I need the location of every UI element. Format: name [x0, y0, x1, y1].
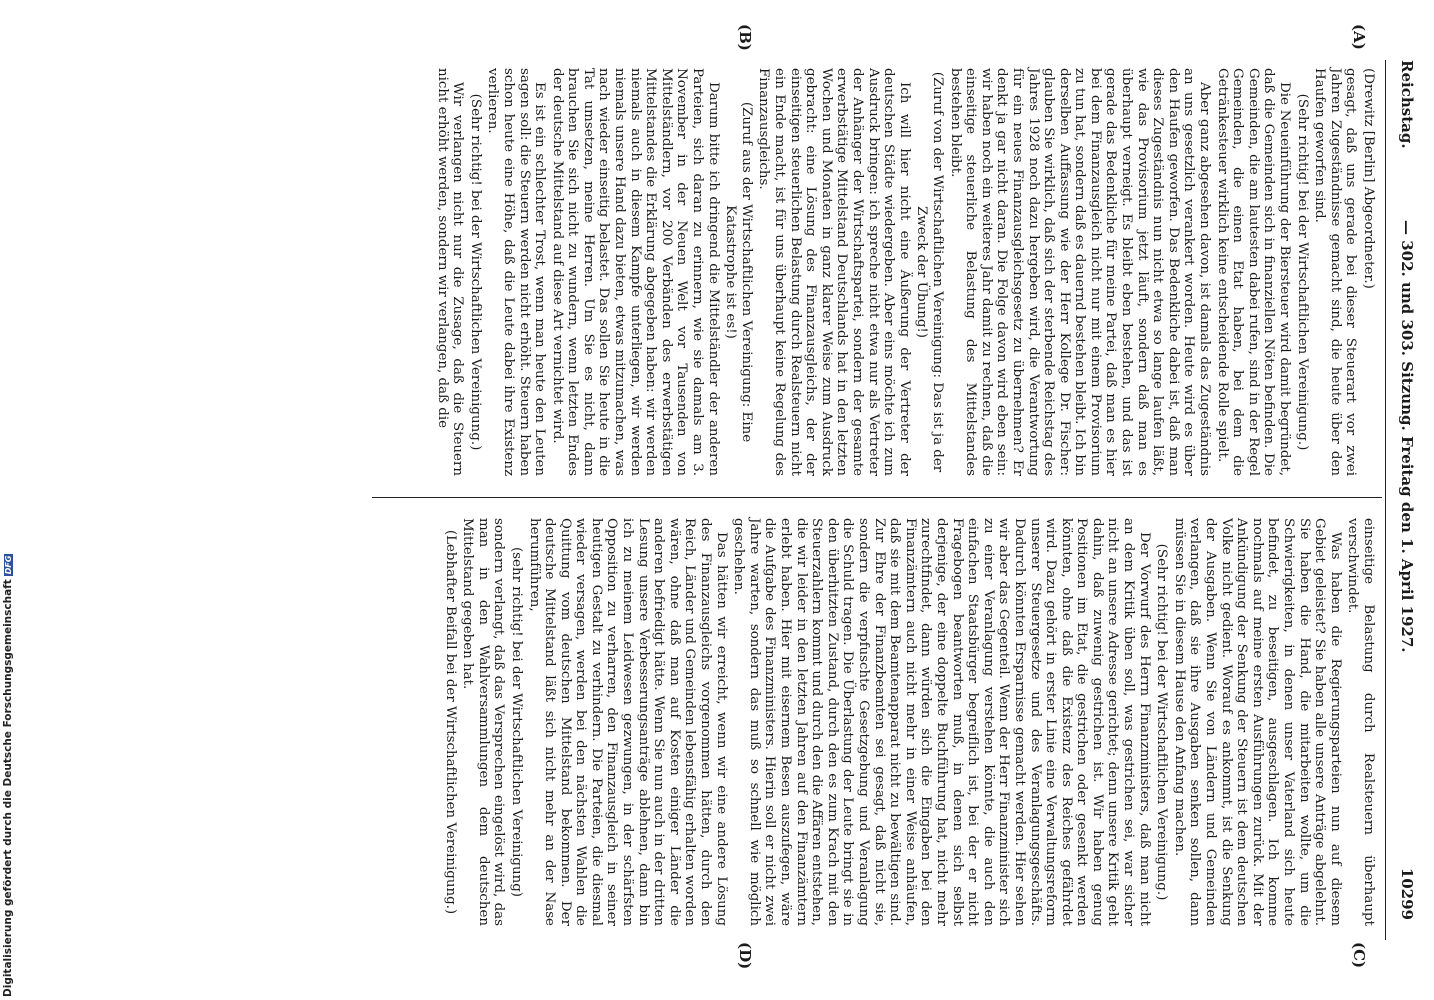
paragraph: Der Vorwurf des Herrn Finanzministers, daß man nicht an dem Kritik üben soll, was gestrichen sei, war sicher nicht an unsere Adresse gerichtet; denn unsere Kritik geht dahin, daß zuwenig gestrichen ist. Wir haben genug Positionen im Etat, die gestrichen oder gesenkt werden könnten, ohne daß die Existenz des Reiches gefährdet wird. Dazu gehört in erster Linie eine Verwaltungsreform unserer Steuergesetze und des Veranlagungsgeschäfts. Dadurch könnten Ersparnisse gemacht werden. Hier sehen wir aber das Gegenteil. Wenn der Herr Finanzminister sich zu einer Veranlagung verstehen könnte, die auch den einfachen Staatsbürger begreiflich ist, bei der er nicht Fragebogen beantworten muß, in denen sich selbst derjenige, der eine doppelte Buchführung hat, nicht mehr zurechtfindet, dann würden sich die Eingaben bei den Finanzämtern auch nicht mehr in einer Weise anhäufen, daß sie mit dem Beamtenapparat nicht zu bewältigen sind. Zur Ehre der Finanzbeamten sei gesagt, daß nicht sie, sondern die verpfuschte Gesetzgebung und Veranlagung die Schuld tragen. Die Überlastung der Leute bringt sie in den überhitzten Zustand, durch den es zum Krach mit den Steuerzahlern kommt und durch den die Affären entstehen, die wir leider in den letzten Jahren auf den Finanzämtern erlebt haben. Hier mit eisernem Besen auszufegen, wäre die Aufgabe des Finanzministers. Hierin soll er nicht zwei Jahre warten, sondern das muß so schnell wie möglich geschehen. [731, 518, 1152, 926]
header-center: — 302. und 303. Sitzung. Freitag den 1. April 1927. [1398, 220, 1416, 653]
interjection: (Sehr richtig! bei der Wirtschaftlichen Vereinigung.) [1294, 93, 1310, 451]
paragraph: gesagt, daß uns gerade bei dieser Steuerart vor zwei Jahren Zugeständnisse gemacht sind, die heute über den Haufen geworfen sind. [1312, 68, 1359, 476]
paragraph: Aber ganz abgesehen davon, ist damals das Zugeständnis an uns gesetzlich verankert worden. Heute wird es über den Haufen geworfen. Das Bedenkliche dabei ist, daß man dieses Zugeständnis nun nicht etwa so lange laufen läßt, wie das Provisorium jetzt läuft, sondern daß man es überhaupt verneigt. Es bleibt eben bestehen, und das ist gerade das Bedenkliche für meine Partei, daß man es hier bei dem Finanzausgleich nicht nur mit einem Provisorium zu tun hat, sondern daß es dauernd bestehen bleibt. Ich bin derselben Auffassung wie der Herr Kollege Dr. Fischer: glauben Sie wirklich, daß sich der sterbende Reichstag des Jahres 1928 noch dazu hergeben wird, die Verantwortung für ein neues Finanzausgleichsgesetz zu übernehmen? Er denkt ja gar nicht daran. Die Folge davon wird eben sein: wir haben noch ein weiteres Jahr damit zu rechnen, daß die einseitige steuerliche Belastung des Mittelstandes bestehen bleibt. [947, 68, 1213, 476]
interjection: (Sehr richtig! bei der Wirtschaftlichen Vereinigung.) [1154, 543, 1170, 901]
paragraph: einseitige Belastung durch Realsteuern überhaupt verschwindet. [1345, 518, 1376, 926]
interjection: (Zuruf aus der Wirtschaftlichen Vereinigung: Eine Katastrophe ist es!) [723, 101, 754, 443]
credit-text: Digitalisierung gefördert durch die Deutsche Forschungsgemeinschaft [2, 579, 14, 997]
header-left: Reichstag. [1398, 60, 1416, 149]
right-column [440, 518, 1376, 926]
interjection: (Zuruf von der Wirtschaftlichen Vereinigung: Das ist ja der Zweck der Übung!) [914, 71, 945, 473]
margin-mark-c: (C) [1350, 942, 1368, 969]
interjection: (Sehr richtig! bei der Wirtschaftlichen Vereinigung.) [467, 93, 483, 451]
paragraph: Es ist ein schlechter Trost, wenn man heute den Leuten sagen soll: die Steuern werden nicht erhöht. Steuern haben schon heute eine Höhe, daß die Leute dabei ihre Existenz verlieren. [485, 68, 548, 476]
page-header [1386, 60, 1416, 920]
margin-mark-d: (D) [736, 942, 754, 970]
margin-mark-a: (A) [1350, 24, 1368, 50]
paragraph: Darum bitte ich dringend die Mittelständler der anderen Parteien, sich daran zu erinnern, wie sie damals am 3. November in der Neuen Welt vor Tausenden von Mittelständlern, vor 200 Verbänden des erwerbstätigen Mittelstandes die Erklärung abgegeben haben: wir werden niemals auch in diesem Kampfe unterliegen, wir werden niemals unsere Hand dazu bieten, etwas mitzumachen, was nach wieder einseitig belastet. Das sollen Sie heute in die Tat umsetzen, meine Herren. Um Sie es nicht, dann brauchen Sie sich nicht zu wundern, wenn letzten Endes der deutsche Mittelstand auf diese Art vernichtet wird. [549, 68, 721, 476]
margin-mark-b: (B) [736, 24, 754, 51]
column-divider [372, 497, 1382, 498]
page-number: 10299 [1398, 867, 1416, 920]
paragraph: Die Neueinführung der Biersteuer wird damit begründet, daß die Gemeinden sich in finanziellen Nöten befinden. Die Gemeinden, die am lautesten dabei rufen, sind in der Regel Gemeinden, die einen Etat haben, bei dem die Getränkesteuer wirklich keine entscheidende Rolle spielt. [1214, 68, 1293, 476]
header-rule [1385, 60, 1386, 940]
paragraph: Das hätten wir erreicht, wenn wir eine andere Lösung des Finanzausgleichs vorgenommen hätten, durch den Reich, Länder und Gemeinden lebensfähig erhalten worden wären, ohne daß man auf Kosten einiger Länder die anderen befriedigt hätte. Wenn Sie nun auch in der dritten Lesung unsere Verbesserungsanträge ablehnen, dann bin ich zu meinem Leidwesen gezwungen, in der schärfsten Opposition zu verharren, den Finanzausgleich in seiner heutigen Gestalt zu verhindern. Die Parteien, die diesmal wieder versagen, werden bei den nächsten Wahlen die Quittung vom deutschen Mittelstand bekommen. Der deutsche Mittelstand läßt sich nicht mehr an der Nase herumführen, [526, 518, 729, 926]
left-column [432, 68, 1376, 476]
interjection: (Lebhafter Beifall bei der Wirtschaftlichen Vereinigung.) [442, 529, 458, 915]
digitization-credit [2, 555, 30, 997]
paragraph: Ich will hier nicht eine Äußerung der Vertreter der deutschen Städte wiedergeben. Aber eins möchte ich zum Ausdruck bringen: ich spreche nicht etwa nur als Vertreter der Anhänger der Wirtschaftspartei, sondern der gesamte erwerbstätige Mittelstand Deutschlands hat in den letzten Wochen und Monaten in ganz klarer Weise zum Ausdruck gebracht: eine Lösung des Finanzausgleichs, der der einseitigen steuerlichen Belastung durch Realsteuern nicht ein Ende macht, ist für uns überhaupt keine Regelung des Finanzausgleichs. [756, 68, 912, 476]
dfg-logo: DFG [4, 555, 13, 575]
interjection: (sehr richtig! bei der Wirtschaftlichen Vereinigung) [508, 546, 524, 898]
paragraph: Was haben die Regierungsparteien nun auf diesem Gebiet geleistet? Sie haben alle unsere Anträge abgelehnt. Sie haben die Hand, die mitarbeiten wollte, um die Schwierigkeiten, in denen unser Vaterland sich heute befindet, zu beseitigen, ausgeschlagen. Ich komme nochmals auf meine ersten Ausführungen zurück. Mit der Ankündigung der Senkung der Steuern ist dem deutschen Volke nicht gedient. Worauf es ankommt, ist die Senkung der Ausgaben. Wenn Sie von Ländern und Gemeinden verlangen, daß sie ihre Ausgaben senken sollen, dann müssen Sie in diesem Hause den Anfang machen. [1171, 518, 1343, 926]
paragraph: Wir verlangen nicht nur die Zusage, daß die Steuern nicht erhöht werden, sondern wir verlangen, daß die [434, 68, 466, 476]
paragraph: (Drewitz [Berlin] Abgeordneter.) [1361, 68, 1376, 289]
paragraph: sondern verlangt, daß das Versprechen eingelöst wird, das man in den Wahlversammlungen dem deutschen Mittelstand gegeben hat. [460, 518, 507, 926]
